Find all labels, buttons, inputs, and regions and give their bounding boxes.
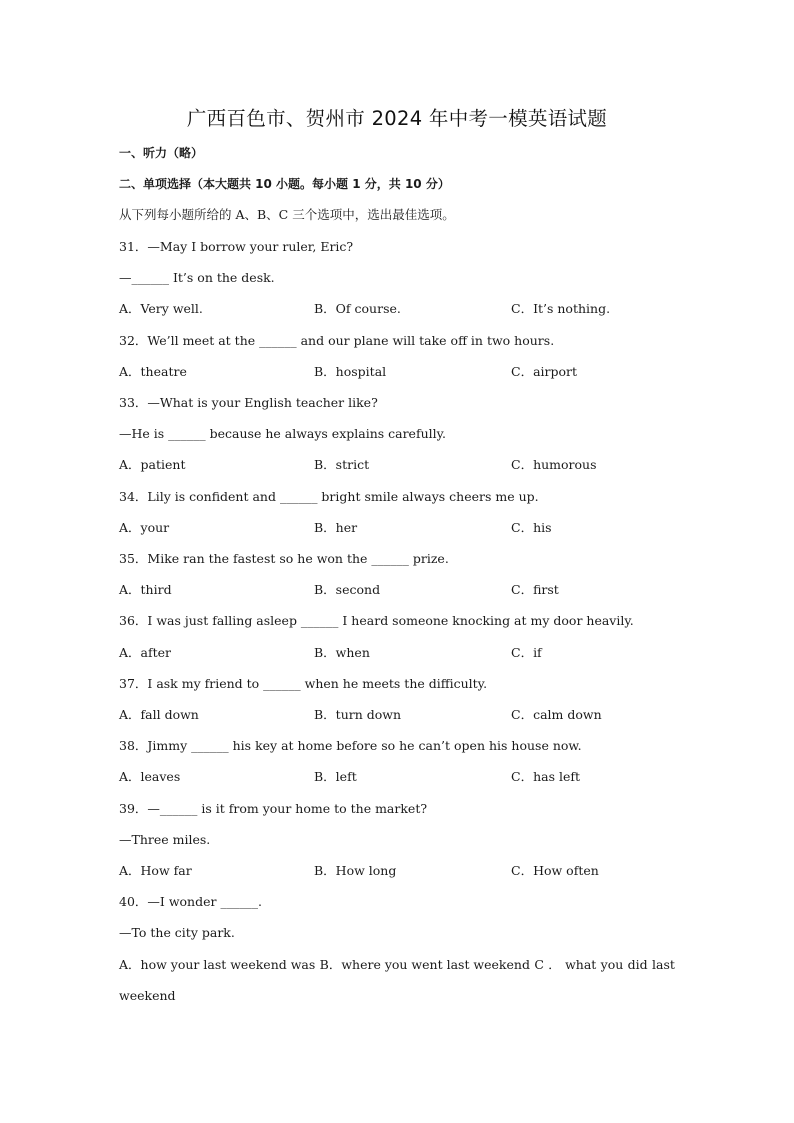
question-40: 40．—I wonder ______. (119, 894, 262, 909)
question-40-options-row (119, 957, 675, 973)
option-32-c[interactable]: C．airport (511, 364, 578, 379)
option-32-a[interactable]: A．theatre (119, 364, 187, 379)
option-40-c-word-2: you (600, 957, 624, 972)
question-35: 35．Mike ran the fastest so he won the ______ prize. (119, 551, 449, 566)
question-38: 38．Jimmy ______ his key at home before so he can’t open his house now. (119, 738, 582, 753)
option-37-c[interactable]: C．calm down (511, 707, 602, 722)
option-38-c[interactable]: C．has left (511, 769, 581, 784)
option-35-a[interactable]: A．third (119, 582, 172, 597)
section-listening-heading: 一、听力（略） (119, 146, 204, 160)
option-33-a[interactable]: A．patient (119, 457, 186, 472)
question-37: 37．I ask my friend to ______ when he meets the difficulty. (119, 676, 488, 691)
option-38-a[interactable]: A．leaves (119, 769, 181, 784)
option-40-c-letter[interactable]: C (534, 957, 544, 972)
option-40-b[interactable]: B．where you went last weekend (319, 957, 530, 972)
option-37-b[interactable]: B．turn down (314, 707, 402, 722)
option-40-c-continuation: weekend (119, 988, 176, 1003)
option-36-b[interactable]: B．when (314, 645, 370, 660)
option-32-b[interactable]: B．hospital (314, 364, 387, 379)
option-39-c[interactable]: C．How often (511, 863, 599, 878)
option-36-a[interactable]: A．after (119, 645, 172, 660)
option-40-a[interactable]: A．how your last weekend was (119, 957, 316, 972)
option-31-c[interactable]: C．It’s nothing. (511, 301, 611, 316)
page-title: 广西百色市、贺州市 2024 年中考一模英语试题 (186, 107, 608, 130)
question-32: 32．We’ll meet at the ______ and our plane will take off in two hours. (119, 333, 555, 348)
option-34-b[interactable]: B．her (314, 520, 358, 535)
option-36-c[interactable]: C．if (511, 645, 542, 660)
option-40-c-word-3: did (627, 957, 648, 972)
question-34: 34．Lily is confident and ______ bright smile always cheers me up. (119, 489, 539, 504)
question-36: 36．I was just falling asleep ______ I heard someone knocking at my door heavily. (119, 613, 634, 628)
option-37-a[interactable]: A．fall down (119, 707, 199, 722)
option-31-a[interactable]: A．Very well. (119, 301, 203, 316)
option-39-b[interactable]: B．How long (314, 863, 397, 878)
option-33-b[interactable]: B．strict (314, 457, 370, 472)
question-40-line2: —To the city park. (119, 925, 235, 940)
option-40-c-word-1: what (565, 957, 597, 972)
option-35-c[interactable]: C．first (511, 582, 559, 597)
question-31: 31．—May I borrow your ruler, Eric? (119, 239, 354, 254)
question-39-line2: —Three miles. (119, 832, 211, 847)
option-35-b[interactable]: B．second (314, 582, 381, 597)
instructions: 从下列每小题所给的 A、B、C 三个选项中，选出最佳选项。 (119, 207, 455, 222)
option-40-c-word-4: last (652, 957, 675, 972)
option-38-b[interactable]: B．left (314, 769, 357, 784)
option-34-a[interactable]: A．your (119, 520, 170, 535)
option-40-c-dot: ． (548, 957, 561, 972)
question-33: 33．—What is your English teacher like? (119, 395, 378, 410)
option-39-a[interactable]: A．How far (119, 863, 192, 878)
question-33-line2: —He is ______ because he always explains carefully. (119, 426, 447, 441)
option-34-c[interactable]: C．his (511, 520, 552, 535)
question-39: 39．—______ is it from your home to the market? (119, 801, 428, 816)
section-choice-heading: 二、单项选择（本大题共 10 小题。每小题 1 分，共 10 分） (119, 177, 450, 191)
option-33-c[interactable]: C．humorous (511, 457, 597, 472)
option-31-b[interactable]: B．Of course. (314, 301, 401, 316)
question-31-line2: —______ It’s on the desk. (119, 270, 275, 285)
